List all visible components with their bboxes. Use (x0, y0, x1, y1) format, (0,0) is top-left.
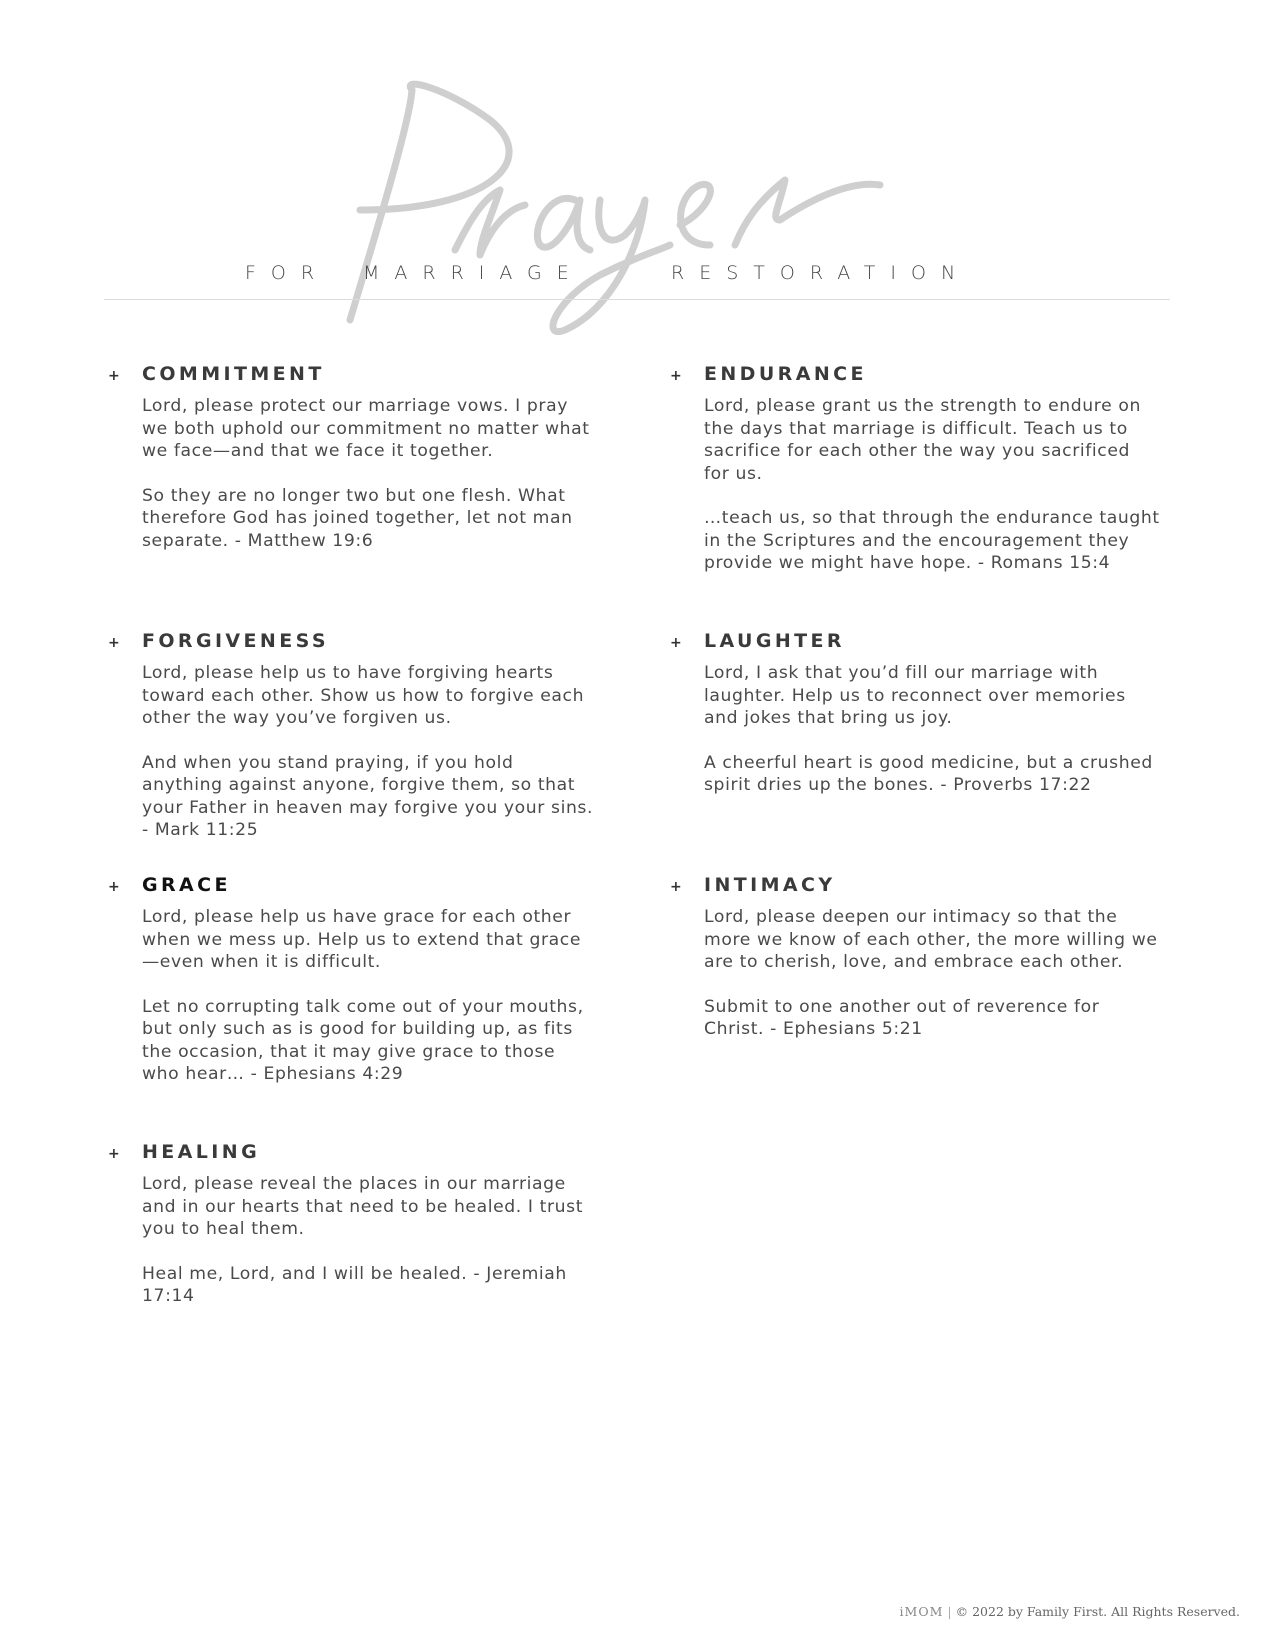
section-title: FORGIVENESS (142, 630, 329, 652)
prayer-text: Lord, please help us have grace for each other when we mess up. Help us to extend that grace—even when it is difficult. (142, 907, 581, 972)
prayer-text: Lord, please grant us the strength to endure on the days that marriage is difficult. Teach us to sacrifice for each other the way you sacrificed for us. (704, 396, 1141, 484)
verse-text: And when you stand praying, if you hold anything against anyone, forgive them, so that your Father in heaven may forgive you your sins. - Mark 11:25 (142, 752, 594, 840)
section-grace (108, 874, 598, 1108)
section-commitment (108, 363, 598, 574)
footer (900, 1604, 1240, 1619)
plus-icon: + (108, 879, 120, 895)
section-title: COMMITMENT (142, 363, 325, 385)
verse-text: So they are no longer two but one flesh. What therefore God has joined together, let not man separate. - Matthew 19:6 (142, 485, 573, 551)
section-title: HEALING (142, 1141, 261, 1163)
verse-text: Heal me, Lord, and I will be healed. - Jeremiah 17:14 (142, 1263, 567, 1306)
header-divider (104, 299, 1170, 300)
subtitle-word-marriage: MARRIAGE (363, 262, 584, 284)
prayer-text: Lord, please protect our marriage vows. I pray we both uphold our commitment no matter what we face—and that we face it together. (142, 396, 590, 461)
plus-icon: + (670, 879, 682, 895)
page-header (0, 0, 1275, 340)
subtitle-word-for: FOR (245, 262, 330, 284)
prayer-text: Lord, please reveal the places in our marriage and in our hearts that need to be healed. I trust you to heal them. (142, 1174, 584, 1239)
verse-text: Submit to one another out of reverence for Christ. - Ephesians 5:21 (704, 996, 1100, 1039)
section-healing (108, 1141, 598, 1330)
plus-icon: + (670, 635, 682, 651)
section-title: ENDURANCE (704, 363, 867, 385)
verse-text: …teach us, so that through the endurance taught in the Scriptures and the encouragement they provide we might have hope. - Romans 15:4 (704, 508, 1160, 573)
plus-icon: + (108, 368, 120, 384)
section-title: INTIMACY (704, 874, 836, 896)
section-laughter (670, 630, 1160, 819)
section-endurance (670, 363, 1160, 597)
section-title: GRACE (142, 874, 231, 896)
prayer-text: Lord, please help us to have forgiving hearts toward each other. Show us how to forgive each other the way you’ve forgiven us. (142, 663, 585, 728)
section-intimacy (670, 874, 1160, 1063)
footer-brand: iMOM (899, 1604, 944, 1619)
plus-icon: + (670, 368, 682, 384)
plus-icon: + (108, 1146, 120, 1162)
footer-copyright: © 2022 by Family First. All Rights Reserved. (955, 1604, 1240, 1619)
prayer-text: Lord, I ask that you’d fill our marriage with laughter. Help us to reconnect over memories and jokes that bring us joy. (704, 663, 1126, 728)
section-forgiveness (108, 630, 598, 864)
plus-icon: + (108, 635, 120, 651)
subtitle-word-restoration: RESTORATION (671, 262, 971, 284)
verse-text: A cheerful heart is good medicine, but a crushed spirit dries up the bones. - Proverbs 17:22 (704, 752, 1153, 795)
verse-text: Let no corrupting talk come out of your mouths, but only such as is good for building up, as fits the occasion, that it may give grace to those who hear… - Ephesians 4:29 (142, 996, 584, 1084)
subtitle (0, 262, 1275, 292)
footer-separator: | (947, 1604, 952, 1619)
prayer-script-title (340, 60, 940, 340)
section-title: LAUGHTER (704, 630, 845, 652)
prayer-text: Lord, please deepen our intimacy so that the more we know of each other, the more willing we are to cherish, love, and embrace each other. (704, 907, 1158, 972)
